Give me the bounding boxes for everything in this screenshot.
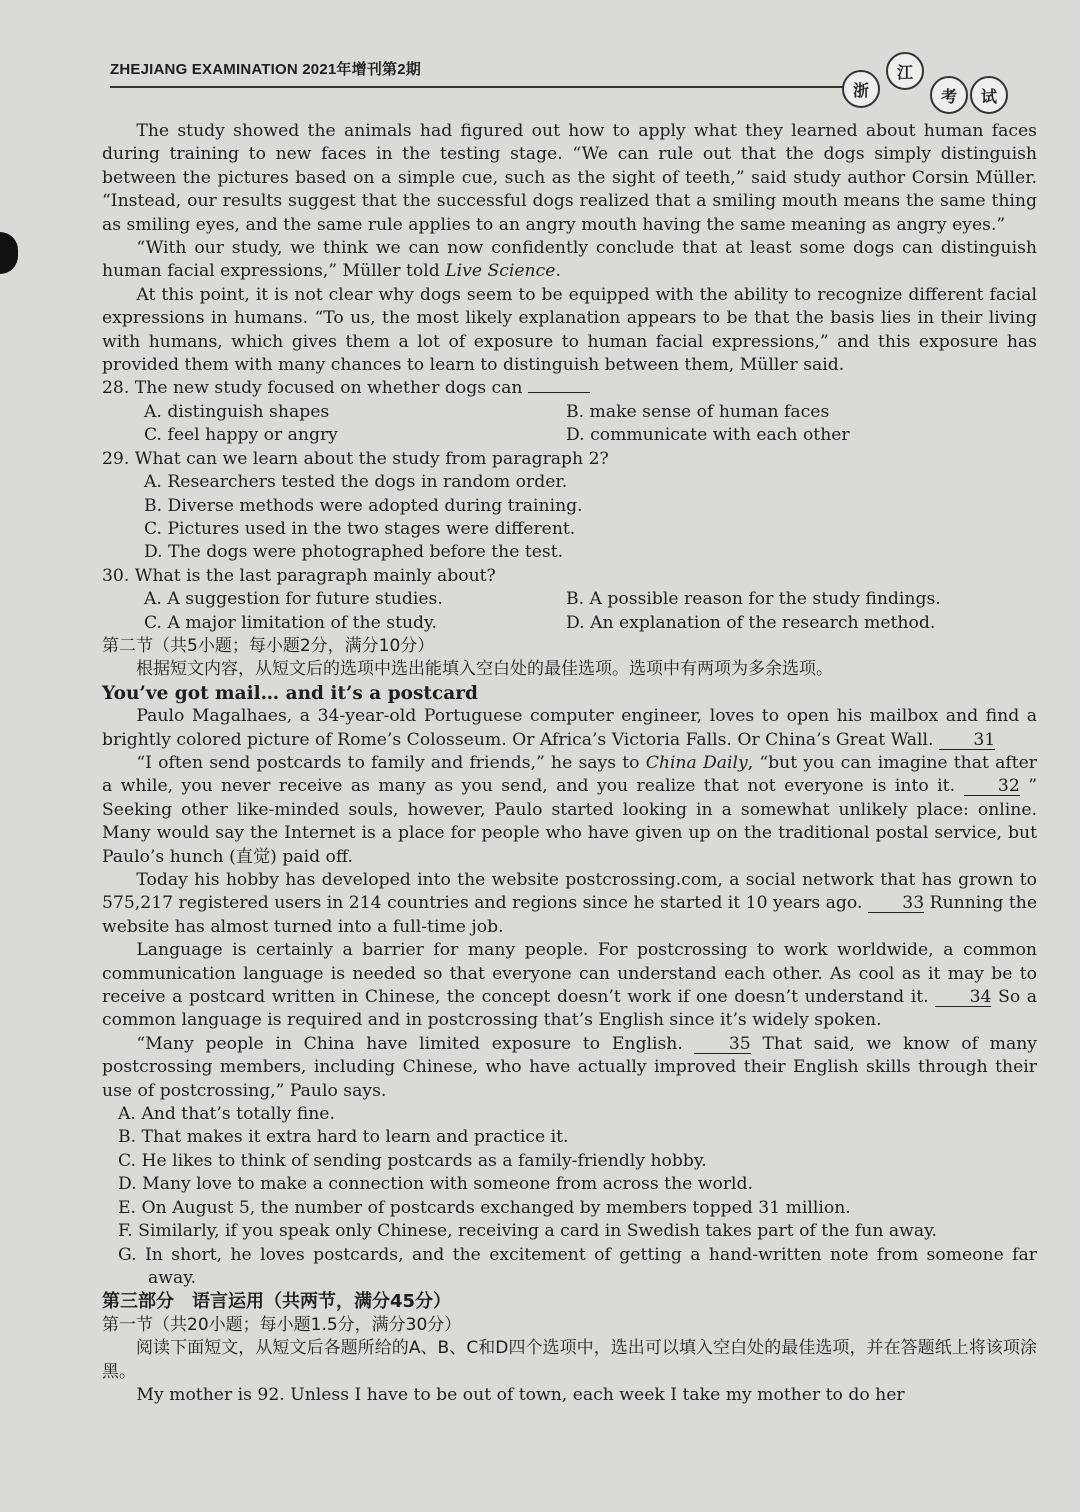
option-e: E. On August 5, the number of postcards exchanged by members topped 31 million. — [118, 1197, 851, 1218]
blank-32: 32 — [964, 777, 1020, 796]
option-f: F. Similarly, if you speak only Chinese, receiving a card in Swedish takes part of the fun away. — [118, 1221, 937, 1242]
part3-instruction: 阅读下面短文，从短文后各题所给的A、B、C和D四个选项中，选出可以填入空白处的最佳选项，并在答题纸上将该项涂黑。 — [102, 1338, 1037, 1382]
header-rule — [110, 86, 850, 88]
question-28-options-row2 — [102, 424, 1037, 447]
passage2-paragraph-5: “Many people in China have limited exposure to English. 35 That said, we know of many postcrossing members, including Chinese, who have actually improved their English skills through their use of postcrossing,” Paulo says. — [102, 1033, 1038, 1101]
passage2-title: You’ve got mail… and it’s a postcard — [102, 682, 478, 704]
passage1-paragraph-2: “With our study, we think we can now confidently conclude that at least some dogs can distinguish human facial expressions,” Müller told Live Science. — [102, 238, 1037, 282]
section2-instruction: 根据短文内容，从短文后的选项中选出能填入空白处的最佳选项。选项中有两项为多余选项。 — [136, 659, 833, 680]
passage3-first-line: My mother is 92. Unless I have to be out of town, each week I take my mother to do her — [136, 1384, 905, 1405]
question-28-options-row1 — [102, 401, 1037, 424]
question-30-options-row2 — [102, 612, 1037, 635]
passage2-paragraph-2: “I often send postcards to family and friends,” he says to China Daily, “but you can imagine that after a while, you never receive as many as you send, and you realize that not everyone is into it. 32 ” Seeking other like-minded souls, however, Paulo started looking in a somewhat unlikely place: online. Many would say the Internet is a place for people who have given up on the traditional postal service, but Paulo’s hunch (直觉) paid off. — [102, 752, 1038, 867]
option-29c: C. Pictures used in the two stages were different. — [144, 518, 576, 539]
option-30a: A. A suggestion for future studies. — [144, 589, 443, 610]
question-30-options-row1 — [102, 588, 1037, 611]
seal-char-3: 考 — [930, 76, 968, 114]
option-29d: D. The dogs were photographed before the test. — [144, 542, 564, 563]
running-header: ZHEJIANG EXAMINATION 2021年增刊第2期 — [110, 61, 421, 78]
question-30-stem: 30. What is the last paragraph mainly about? — [102, 565, 496, 586]
option-c: C. He likes to think of sending postcards as a family-friendly hobby. — [118, 1150, 707, 1171]
option-28d: D. communicate with each other — [566, 425, 850, 446]
option-30c: C. A major limitation of the study. — [144, 612, 437, 633]
passage2-paragraph-1: Paulo Magalhaes, a 34-year-old Portuguese computer engineer, loves to open his mailbox and find a brightly colored picture of Rome’s Colosseum. Or Africa’s Victoria Falls. Or China’s Great Wall. 31 — [102, 706, 1037, 750]
option-28a: A. distinguish shapes — [144, 401, 330, 422]
question-29-stem: 29. What can we learn about the study from paragraph 2? — [102, 448, 609, 469]
part3-subheading: 第一节（共20小题；每小题1.5分，满分30分） — [102, 1314, 462, 1335]
seal-char-4: 试 — [970, 76, 1008, 114]
option-29b: B. Diverse methods were adopted during training. — [144, 495, 583, 516]
binding-hole-mark — [0, 232, 18, 274]
seal-char-1: 浙 — [842, 70, 880, 108]
passage2-paragraph-4: Language is certainly a barrier for many people. For postcrossing to work worldwide, a common communication language is needed so that everyone can understand each other. As cool as it may be to receive a postcard written in Chinese, the concept doesn’t work if one doesn’t understand it. 34 So a common language is required and in postcrossing that’s English since it’s widely spoken. — [102, 940, 1038, 1031]
source-name: China Daily — [645, 752, 748, 773]
option-28c: C. feel happy or angry — [144, 425, 338, 446]
blank-35: 35 — [694, 1035, 750, 1054]
blank-31: 31 — [939, 731, 995, 750]
part3-heading: 第三部分 语言运用（共两节，满分45分） — [102, 1291, 452, 1313]
journal-seal-logo — [842, 50, 1022, 120]
option-a: A. And that’s totally fine. — [118, 1104, 335, 1125]
page-content — [102, 120, 1037, 1407]
answer-blank — [528, 378, 590, 393]
passage1-paragraph-1: The study showed the animals had figured out how to apply what they learned about human faces during training to new faces in the testing stage. “We can rule out that the dogs simply distinguish between the pictures based on a simple cue, such as the sight of teeth,” said study author Corsin Müller. “Instead, our results suggest that the successful dogs realized that a smiling mouth means the same thing as smiling eyes, and the same rule applies to an angry mouth having the same meaning as angry eyes.” — [102, 121, 1037, 235]
question-28-stem: 28. The new study focused on whether dogs can — [102, 377, 1037, 400]
blank-33: 33 — [868, 894, 924, 913]
section2-heading: 第二节（共5小题；每小题2分，满分10分） — [102, 635, 435, 656]
option-b: B. That makes it extra hard to learn and practice it. — [118, 1127, 569, 1148]
option-30b: B. A possible reason for the study findings. — [566, 589, 941, 610]
option-29a: A. Researchers tested the dogs in random order. — [144, 472, 568, 493]
option-28b: B. make sense of human faces — [566, 401, 830, 422]
passage1-paragraph-3: At this point, it is not clear why dogs seem to be equipped with the ability to recognize different facial expressions in humans. “To us, the most likely explanation appears to be that the basis lies in their living with humans, which gives them a lot of exposure to human facial expressions,” and this exposure has provided them with many chances to learn to distinguish between them, Müller said. — [102, 284, 1037, 376]
passage2-paragraph-3: Today his hobby has developed into the website postcrossing.com, a social network that has grown to 575,217 registered users in 214 countries and regions since he started it 10 years ago. 33 Running the website has almost turned into a full-time job. — [102, 870, 1037, 937]
source-name: Live Science — [445, 261, 556, 282]
seal-char-2: 江 — [886, 52, 924, 90]
option-30d: D. An explanation of the research method. — [566, 612, 936, 633]
blank-34: 34 — [935, 988, 991, 1007]
option-d: D. Many love to make a connection with someone from across the world. — [118, 1174, 754, 1195]
option-g: G. In short, he loves postcards, and the excitement of getting a hand-written note from someone far away. — [118, 1244, 1037, 1288]
